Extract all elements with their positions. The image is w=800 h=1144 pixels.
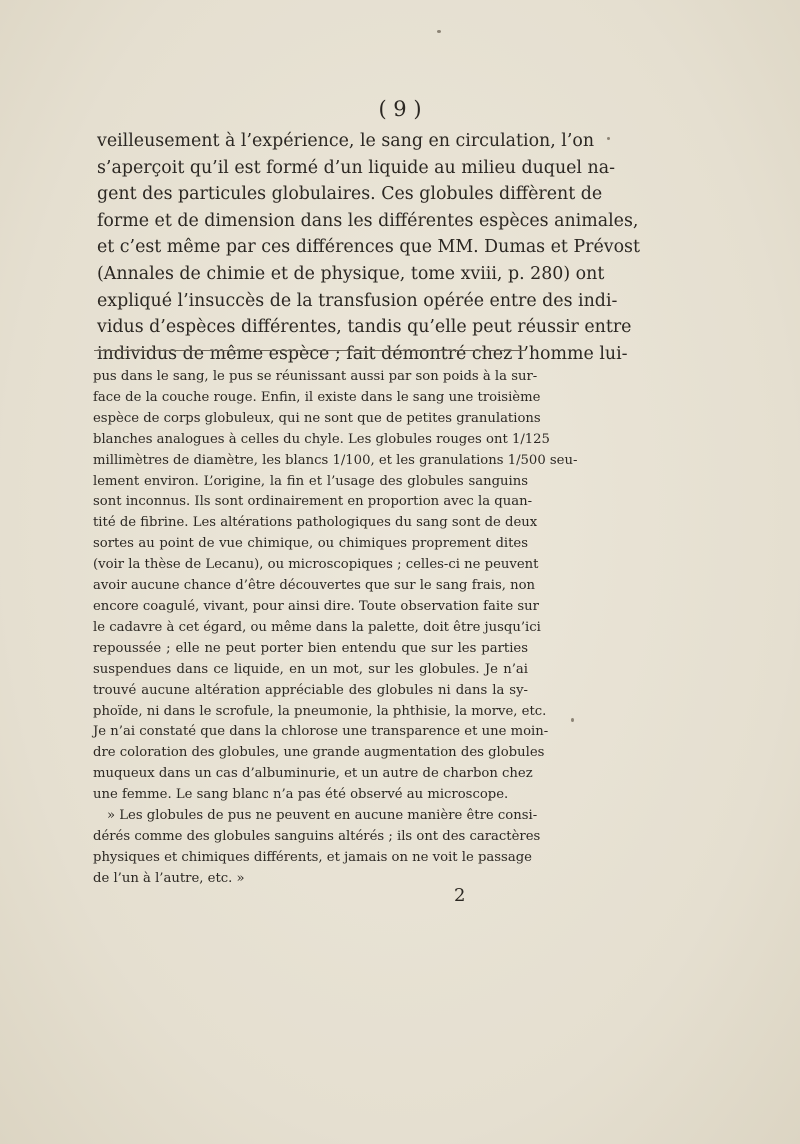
- footnote-line: trouvé aucune altération appréciable des globules ni dans la sy-: [93, 682, 528, 698]
- body-line: s’aperçoit qu’il est formé d’un liquide au milieu duquel na-: [97, 157, 615, 178]
- body-line: gent des particules globulaires. Ces globules diffèrent de: [97, 184, 603, 205]
- footnote-line: Je n’ai constaté que dans la chlorose une transparence et une moin-: [93, 724, 549, 740]
- footnote-line: sortes au point de vue chimique, ou chimiques proprement dites: [93, 536, 528, 552]
- page-number: ( 9 ): [378, 97, 422, 121]
- footnote-separator: [94, 350, 526, 351]
- footnote-line: tité de fibrine. Les altérations pathologiques du sang sont de deux: [93, 515, 538, 531]
- footnote-line: dre coloration des globules, une grande augmentation des globules: [93, 745, 545, 761]
- footnote-line: face de la couche rouge. Enfin, il existe dans le sang une troisième: [93, 389, 541, 405]
- footnote-line: une femme. Le sang blanc n’a pas été observé au microscope.: [93, 787, 509, 803]
- body-line: individus de même espèce ; fait démontré chez l’homme lui-: [97, 343, 628, 364]
- footnote-line: espèce de corps globuleux, qui ne sont que de petites granulations: [93, 410, 541, 426]
- footnote-line: le cadavre à cet égard, ou même dans la palette, doit être jusqu’ici: [93, 619, 541, 635]
- body-line: vidus d’espèces différentes, tandis qu’elle peut réussir entre: [97, 317, 632, 338]
- footnote-line: dérés comme des globules sanguins altérés ; ils ont des caractères: [93, 828, 541, 844]
- footnote-line: blanches analogues à celles du chyle. Les globules rouges ont 1/125: [93, 431, 550, 447]
- footnote-line: encore coagulé, vivant, pour ainsi dire. Toute observation faite sur: [93, 598, 539, 614]
- signature-mark: 2: [454, 885, 466, 906]
- body-line: forme et de dimension dans les différentes espèces animales,: [97, 210, 639, 231]
- footnote-line: (voir la thèse de Lecanu), ou microscopiques ; celles-ci ne peuvent: [93, 557, 539, 573]
- footnote: [93, 367, 578, 890]
- footnote-line: lement environ. L’origine, la fin et l’usage des globules sanguins: [93, 473, 528, 489]
- footnote-line: millimètres de diamètre, les blancs 1/100, et les granulations 1/500 seu-: [93, 452, 578, 468]
- body-line: (Annales de chimie et de physique, tome xviii, p. 280) ont: [97, 263, 605, 284]
- main-text: [97, 128, 640, 367]
- footnote-line: de l’un à l’autre, etc. »: [93, 870, 245, 886]
- body-line: veilleusement à l’expérience, le sang en circulation, l’on: [97, 131, 595, 151]
- footnote-line: sont inconnus. Ils sont ordinairement en proportion avec la quan-: [93, 494, 533, 510]
- footnote-line: physiques et chimiques différents, et jamais on ne voit le passage: [93, 849, 532, 865]
- body-line: et c’est même par ces différences que MM. Dumas et Prévost: [97, 237, 640, 258]
- body-line: expliqué l’insuccès de la transfusion opérée entre des indi-: [97, 290, 618, 311]
- footnote-line: phoïde, ni dans le scrofule, la pneumonie, la phthisie, la morve, etc.: [93, 703, 547, 719]
- paper-speck: [607, 137, 610, 140]
- paper-speck: [571, 718, 574, 722]
- footnote-line: suspendues dans ce liquide, en un mot, sur les globules. Je n’ai: [93, 661, 528, 677]
- footnote-line: avoir aucune chance d’être découvertes que sur le sang frais, non: [93, 578, 536, 594]
- footnote-line: » Les globules de pus ne peuvent en aucune manière être consi-: [107, 808, 538, 824]
- footnote-line: repoussée ; elle ne peut porter bien entendu que sur les parties: [93, 640, 528, 656]
- footnote-line: muqueux dans un cas d’albuminurie, et un autre de charbon chez: [93, 766, 533, 782]
- paper-speck: [437, 30, 441, 33]
- footnote-line: pus dans le sang, le pus se réunissant aussi par son poids à la sur-: [93, 369, 538, 384]
